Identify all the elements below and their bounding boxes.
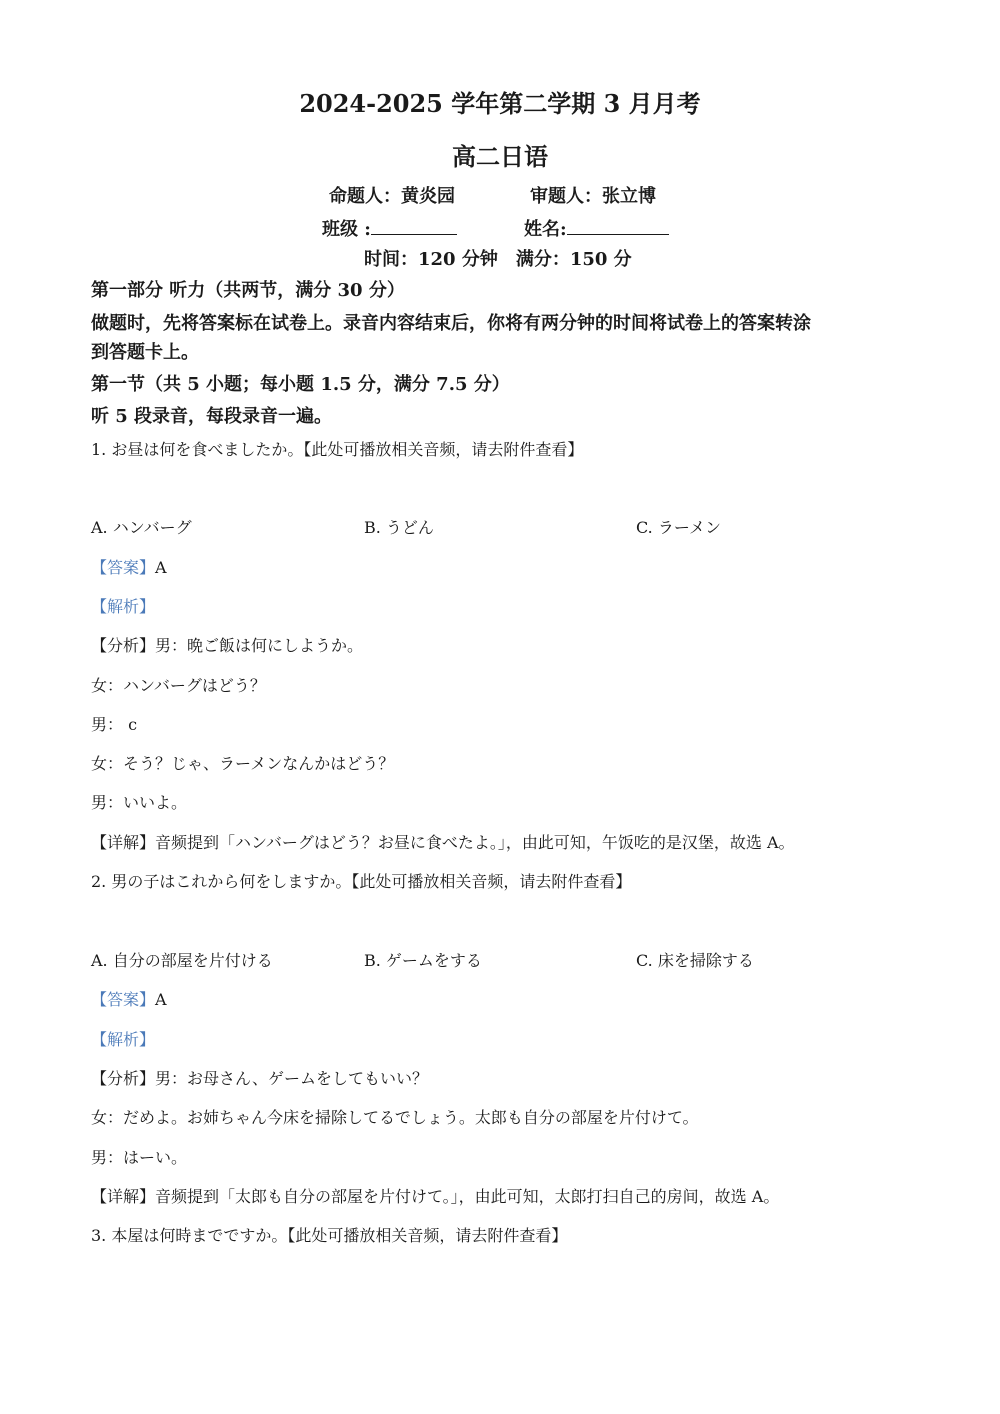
class-field <box>322 216 457 242</box>
q1-question: 1. お昼は何を食べましたか。【此处可播放相关音频，请去附件查看】 <box>91 440 584 459</box>
exam-title: 2024-2025 学年第二学期 3 月月考 <box>299 89 701 118</box>
answer-label: 【答案】 <box>91 558 156 577</box>
q2-answer-value: A <box>155 990 167 1009</box>
class-blank <box>371 216 457 235</box>
q1-option-a: A. ハンバーグ <box>91 518 192 537</box>
exam-subject: 高二日语 <box>452 142 548 171</box>
name-field <box>524 216 669 242</box>
q2-analysis-2: 女：だめよ。お姉ちゃん今床を掃除してるでしょう。太郎も自分の部屋を片付けて。 <box>91 1108 699 1127</box>
q2-answer <box>91 989 167 1011</box>
instruction-line-1: 做题时，先将答案标在试卷上。录音内容结束后，你将有两分钟的时间将试卷上的答案转涂 <box>91 313 811 334</box>
q1-answer-value: A <box>155 558 167 577</box>
name-label: 姓名: <box>524 219 567 240</box>
q1-jiexi-label: 【解析】 <box>91 597 156 616</box>
q1-analysis-2: 女：ハンバーグはどう？ <box>91 676 266 695</box>
q2-detail: 【详解】音频提到「太郎も自分の部屋を片付けて。」，由此可知，太郎打扫自己的房间，故选 A。 <box>91 1187 780 1206</box>
q3-question: 3. 本屋は何時までですか。【此处可播放相关音频，请去附件查看】 <box>91 1226 568 1245</box>
time-score: 时间：120 分钟 满分：150 分 <box>364 249 632 270</box>
reviewer: 审题人：张立博 <box>530 186 656 207</box>
class-label: 班级 : <box>322 219 371 240</box>
sub1-title: 第一节（共 5 小题；每小题 1.5 分，满分 7.5 分） <box>91 374 510 395</box>
q1-analysis-4: 女：そう？じゃ、ラーメンなんかはどう？ <box>91 754 395 773</box>
sub1-instruction: 听 5 段录音，每段录音一遍。 <box>91 406 333 427</box>
q2-question: 2. 男の子はこれから何をしますか。【此处可播放相关音频，请去附件查看】 <box>91 872 632 891</box>
q1-answer <box>91 557 167 579</box>
answer-label: 【答案】 <box>91 990 156 1009</box>
q2-jiexi-label: 【解析】 <box>91 1030 156 1049</box>
q2-analysis-1: 【分析】男：お母さん、ゲームをしてもいい？ <box>91 1069 428 1088</box>
q2-option-b: B. ゲームをする <box>364 951 482 970</box>
q1-option-c: C. ラーメン <box>636 518 722 537</box>
q1-analysis-1: 【分析】男：晩ご飯は何にしようか。 <box>91 636 364 655</box>
q1-analysis-5: 男：いいよ。 <box>91 793 188 812</box>
q2-option-c: C. 床を掃除する <box>636 951 754 970</box>
part1-title: 第一部分 听力（共两节，满分 30 分） <box>91 280 405 301</box>
q1-analysis-3: 男： c <box>91 715 138 734</box>
name-blank <box>567 216 669 235</box>
instruction-line-2: 到答题卡上。 <box>91 342 199 363</box>
q2-option-a: A. 自分の部屋を片付ける <box>91 951 273 970</box>
q1-detail: 【详解】音频提到「ハンバーグはどう？お昼に食べたよ。」，由此可知，午饭吃的是汉堡，故选 A。 <box>91 833 795 852</box>
q2-analysis-3: 男：はーい。 <box>91 1148 188 1167</box>
q1-option-b: B. うどん <box>364 518 434 537</box>
proposer: 命题人：黄炎园 <box>329 186 455 207</box>
